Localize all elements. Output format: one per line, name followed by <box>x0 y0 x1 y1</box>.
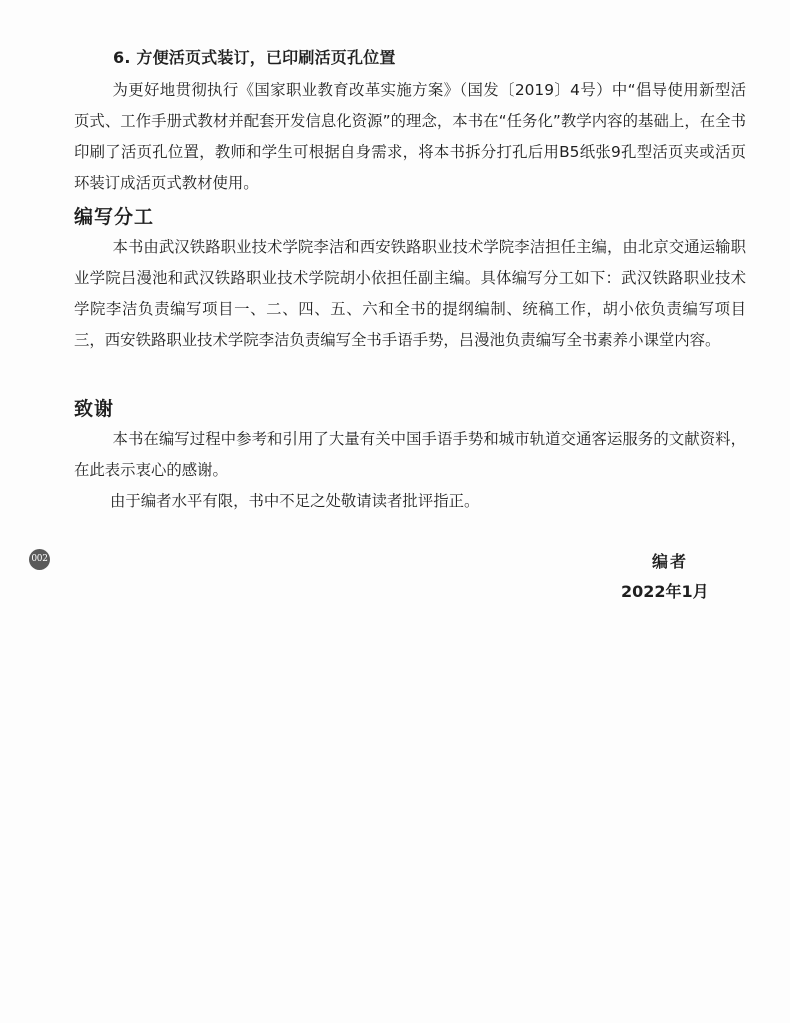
authorship-heading: 编写分工 <box>74 206 155 228</box>
closing-remark: 由于编者水平有限，书中不足之处敬请读者批评指正。 <box>110 492 480 510</box>
signature-name: 编者 <box>652 552 689 571</box>
page-number-badge: 002 <box>29 549 50 570</box>
section-6-body: 为更好地贯彻执行《国家职业教育改革实施方案》（国发〔2019〕4号）中“倡导使用新型活页式、工作手册式教材并配套开发信息化资源”的理念，本书在“任务化”教学内容的基础上，在全书印刷了活页孔位置，教师和学生可根据自身需求，将本书拆分打孔后用B5纸张9孔型活页夹或活页环装订成活页式教材使用。 <box>74 81 746 192</box>
signature-date: 2022年1月 <box>621 582 709 601</box>
acknowledgements-body: 本书在编写过程中参考和引用了大量有关中国手语手势和城市轨道交通客运服务的文献资料，在此表示衷心的感谢。 <box>74 430 746 479</box>
acknowledgements-heading: 致谢 <box>74 398 115 420</box>
section-6-title: 6. 方便活页式装订，已印刷活页孔位置 <box>113 48 396 67</box>
authorship-body: 本书由武汉铁路职业技术学院李洁和西安铁路职业技术学院李洁担任主编，由北京交通运输职业学院吕漫池和武汉铁路职业技术学院胡小依担任副主编。具体编写分工如下：武汉铁路职业技术学院李洁负责编写项目一、二、四、五、六和全书的提纲编制、统稿工作，胡小依负责编写项目三，西安铁路职业技术学院李洁负责编写全书手语手势，吕漫池负责编写全书素养小课堂内容。 <box>74 238 746 349</box>
